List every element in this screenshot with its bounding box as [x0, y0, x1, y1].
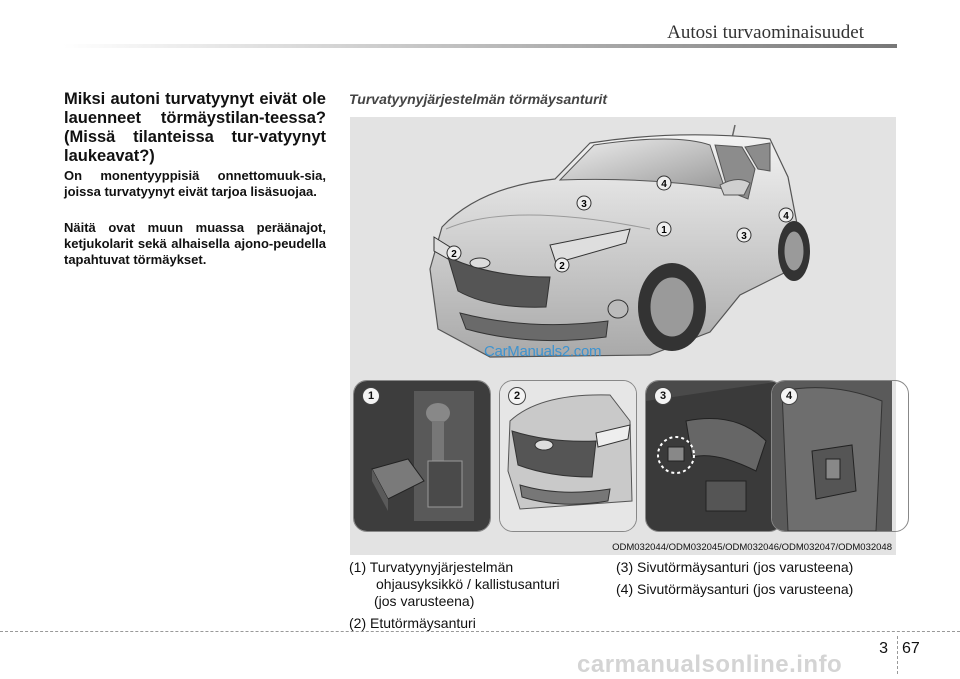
callout-4a: 4 — [661, 179, 667, 190]
legend-left — [349, 559, 599, 632]
figure-code: ODM032044/ODM032045/ODM032046/ODM032047/ODM032048 — [612, 542, 892, 553]
figure-illustration — [350, 117, 896, 555]
thumbnail-number-1: 1 — [362, 387, 380, 405]
legend-item-4: (4) Sivutörmäysanturi (jos varusteena) — [616, 581, 854, 597]
legend-item-1-line3: (jos varusteena) — [374, 593, 475, 609]
watermark-text: CarManuals2.com — [484, 343, 602, 360]
callout-4b: 4 — [783, 211, 789, 222]
page-separator — [897, 636, 898, 674]
thumbnail-front-sensor — [499, 380, 637, 532]
section-heading: Miksi autoni turvatyynyt eivät ole lauenneet törmäystilan-teessa? (Missä tilanteissa tur-vatyynyt laukeavat?) — [64, 90, 326, 165]
thumbnail-side-sensor-seat — [771, 380, 909, 532]
thumbnail-side-sensor-door — [645, 380, 783, 532]
section-paragraph-2: Näitä ovat muun muassa peräänajot, ketjukolarit sekä alhaisella ajono-peudella tapahtuvat törmäykset. — [64, 220, 326, 267]
legend-right — [616, 559, 896, 598]
car-illustration — [350, 117, 896, 377]
legend-item-1-line1: (1) Turvatyynyjärjestelmän — [349, 559, 514, 575]
thumbnail-number-2: 2 — [508, 387, 526, 405]
callout-1: 1 — [661, 225, 667, 236]
thumbnail-number-4: 4 — [780, 387, 798, 405]
thumbnail-control-unit — [353, 380, 491, 532]
header-title: Autosi turvaominaisuudet — [667, 22, 864, 43]
callout-3a: 3 — [581, 199, 587, 210]
legend-item-1-line2: ohjausyksikkö / kallistusanturi — [376, 576, 560, 592]
site-watermark: carmanualsonline.info — [577, 651, 843, 678]
legend-item-3: (3) Sivutörmäysanturi (jos varusteena) — [616, 559, 854, 575]
legend-item-2: (2) Etutörmäysanturi — [349, 615, 476, 631]
page-number: 67 — [902, 640, 920, 657]
header-rule — [63, 44, 897, 48]
callout-2a: 2 — [451, 249, 457, 260]
section-paragraph-1: On monentyyppisiä onnettomuuk-sia, joissa turvatyynyt eivät tarjoa lisäsuojaa. — [64, 168, 326, 199]
callout-2b: 2 — [559, 261, 565, 272]
callout-3b: 3 — [741, 231, 747, 242]
thumbnail-number-3: 3 — [654, 387, 672, 405]
footer-rule — [0, 631, 960, 632]
figure-title: Turvatyynyjärjestelmän törmäysanturit — [349, 91, 608, 107]
chapter-number: 3 — [879, 640, 888, 657]
